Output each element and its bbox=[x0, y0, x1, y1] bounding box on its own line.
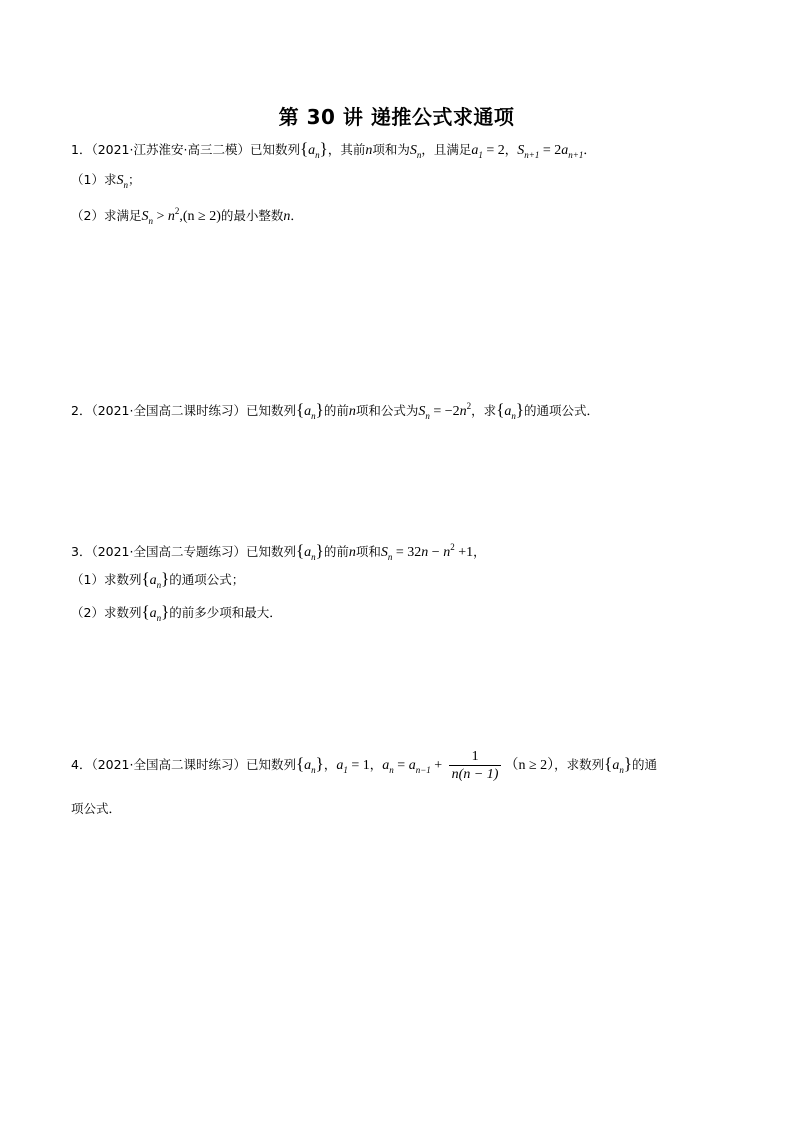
problem-4-statement: 4．（2021·全国高二课时练习）已知数列$\{a_n\}$，$a_1 = 1$，$a_n = a_{n-1}$ + $\frac{1}{n(n - 1)}$ （n ≥ 2），求数列$\{a_n\}$的通 bbox=[71, 749, 658, 782]
math-seq: a bbox=[308, 143, 316, 158]
problem-2-statement: 2．（2021·全国高二课时练习）已知数列$\{a_n\}$的前n项和公式为$S_n = -2n^2$，求$\{a_n\}$的通项公式． bbox=[71, 400, 600, 421]
problem-3-part-2: （2）求数列$\{a_n\}$的前多少项和最大． bbox=[71, 602, 282, 623]
problem-1-statement: 1．（2021·江苏淮安·高三二模）已知数列$\{a_n\}$，其前n项和为$S_n$，且满足$a_1 = 2$，$S_{n+1} = 2a_{n+1}$． bbox=[71, 139, 596, 160]
problem-3-part-1: （1）求数列$\{a_n\}$的通项公式； bbox=[71, 569, 245, 590]
problem-1-part-1: （1）求$S_n$； bbox=[71, 172, 141, 190]
fraction: $\frac{1}{n(n - 1)}$ bbox=[449, 748, 502, 783]
problem-1-lead: 1．（2021·江苏淮安·高三二模）已知数列 bbox=[71, 142, 300, 157]
problem-4-continuation: 项公式． bbox=[71, 801, 122, 816]
page-title: 第 30 讲 递推公式求通项 bbox=[278, 105, 515, 129]
problem-1-part-2: （2）求满足$S_n > n^2,(n \ge 2)$的最小整数n． bbox=[71, 206, 303, 226]
problem-3-statement: 3．（2021·全国高二专题练习）已知数列$\{a_n\}$的前n项和$S_n = 32n - n^2 +1$， bbox=[71, 541, 486, 562]
